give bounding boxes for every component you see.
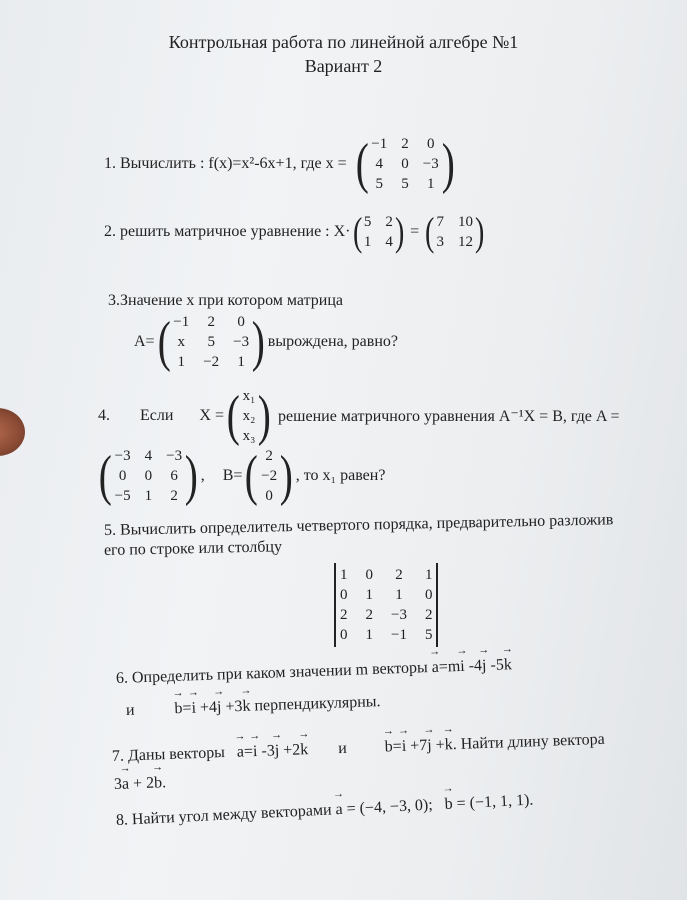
q4-b-vector: ( 2 −2 0 ) bbox=[245, 445, 293, 507]
cell: 2 bbox=[170, 488, 178, 504]
vector-a: → a bbox=[335, 801, 343, 819]
cell: 0 bbox=[237, 314, 245, 330]
cell: 2 bbox=[265, 448, 273, 464]
cell: 0 bbox=[424, 587, 433, 603]
cell: −2 bbox=[203, 354, 220, 370]
cell: −3 bbox=[166, 448, 183, 464]
q7-text: и bbox=[337, 739, 348, 758]
cell: 5 bbox=[424, 627, 433, 643]
cell: 4 bbox=[144, 448, 153, 464]
q7-text: + 2 bbox=[128, 774, 155, 793]
cell: 2 bbox=[395, 567, 403, 583]
q6-text: +3 bbox=[221, 697, 243, 716]
q7-text: 3 bbox=[113, 775, 123, 793]
question-8 bbox=[116, 792, 534, 830]
q2-equals: = bbox=[410, 223, 420, 240]
cell: −1 bbox=[371, 136, 388, 152]
cell: 0 bbox=[340, 627, 348, 643]
vector-b: → b bbox=[444, 796, 453, 814]
cell: 2 bbox=[385, 214, 393, 230]
vector-b: → b bbox=[384, 738, 393, 756]
q6-text: -4 bbox=[464, 657, 483, 675]
unit-i: → i bbox=[253, 743, 258, 761]
q1-matrix: ( −1 2 0 4 0 −3 5 5 1 ) bbox=[355, 133, 455, 195]
unit-k: → k bbox=[300, 741, 309, 759]
question-2 bbox=[104, 209, 486, 254]
cell: 4 bbox=[375, 156, 383, 172]
unit-i: → i bbox=[191, 700, 196, 718]
question-6-line-2 bbox=[126, 693, 381, 720]
q4-x-vector: ( x₁ x₂ x₃ ) bbox=[226, 385, 272, 447]
question-5-line-2: его по строке или столбцу bbox=[103, 538, 283, 559]
q6-text: 6. Определить при каком значении m векторы bbox=[115, 659, 428, 687]
cell: −5 bbox=[114, 488, 131, 504]
q3-a: A= bbox=[134, 333, 155, 350]
page-title: Контрольная работа по линейной алгебре №1 bbox=[168, 32, 519, 52]
q4-b: B= bbox=[222, 467, 243, 484]
q7-text: +7 bbox=[405, 736, 428, 755]
unit-j: → j bbox=[482, 657, 487, 675]
cell: 1 bbox=[424, 567, 433, 583]
cell: x₃ bbox=[242, 428, 256, 444]
question-5-line-1: 5. Вычислить определитель четвертого порядка, предварительно разложив bbox=[103, 511, 614, 539]
vector-b: → b bbox=[154, 774, 163, 792]
cell: −3 bbox=[114, 448, 131, 464]
cell: x₁ bbox=[242, 388, 256, 404]
cell: 5 bbox=[207, 334, 215, 350]
q7-text: + bbox=[431, 736, 446, 754]
q6-text: перпендикулярны. bbox=[250, 693, 381, 715]
q4-comma: , bbox=[200, 467, 205, 484]
unit-j: → j bbox=[427, 737, 432, 755]
question-7-line-2 bbox=[114, 774, 167, 794]
unit-k: → k bbox=[444, 736, 453, 754]
cell: 1 bbox=[340, 567, 348, 583]
cell: 2 bbox=[365, 607, 373, 623]
q2-matrix-left: ( 5 2 1 4 ) bbox=[352, 209, 405, 254]
question-4-line-2 bbox=[96, 446, 385, 506]
q7-text: = bbox=[243, 743, 254, 761]
vector-a: → a bbox=[431, 659, 439, 677]
cell: −3 bbox=[233, 334, 250, 350]
q4-a-matrix: ( −3 4 −3 0 0 6 −5 1 2 ) bbox=[98, 445, 198, 507]
cell: −2 bbox=[261, 468, 278, 484]
cell: 0 bbox=[365, 567, 373, 583]
cell: −3 bbox=[422, 156, 439, 172]
unit-j: → j bbox=[274, 742, 279, 760]
unit-k: → k bbox=[242, 698, 251, 716]
q4-tail: , то x₁ равен? bbox=[295, 467, 386, 484]
cell: 5 bbox=[363, 214, 372, 230]
vector-a: → a bbox=[122, 775, 130, 793]
q8-text: 8. Найти угол между векторами bbox=[115, 801, 332, 829]
q1-label: 1. Вычислить : f(x)=x²-6x+1, где x = bbox=[104, 155, 347, 172]
unit-i: → i bbox=[460, 658, 465, 676]
cell: 5 bbox=[375, 176, 383, 192]
cell: 5 bbox=[401, 176, 409, 192]
vector-b: → b bbox=[174, 700, 183, 718]
cell: 1 bbox=[144, 488, 153, 504]
q7-text: = bbox=[392, 737, 403, 756]
q7-text: 7. Даны векторы bbox=[111, 744, 226, 765]
q6-text: и bbox=[125, 701, 135, 719]
cell: 12 bbox=[458, 234, 474, 250]
q2-matrix-right: ( 7 10 3 12 ) bbox=[425, 209, 485, 254]
unit-j: → j bbox=[217, 699, 222, 717]
q4-num: 4. bbox=[98, 407, 110, 424]
q7-text: -3 bbox=[257, 742, 276, 760]
cell: 0 bbox=[401, 156, 409, 172]
question-6-line-1 bbox=[116, 656, 512, 688]
q8-a-values: = (−4, −3, 0); bbox=[342, 796, 434, 818]
cell: 2 bbox=[340, 607, 348, 623]
q1-matrix-cells bbox=[371, 134, 438, 194]
cell: 1 bbox=[395, 587, 403, 603]
q6-text: +4 bbox=[195, 698, 218, 717]
vector-a: → a bbox=[237, 743, 245, 761]
cell: 3 bbox=[436, 234, 445, 250]
q7-text: . bbox=[161, 774, 167, 792]
cell: 0 bbox=[340, 587, 348, 603]
unit-i: → i bbox=[401, 738, 406, 756]
cell: 1 bbox=[177, 354, 185, 370]
cell: 2 bbox=[401, 136, 409, 152]
q5-determinant bbox=[334, 563, 438, 647]
variant-label: Вариант 2 bbox=[304, 56, 383, 76]
cell: 0 bbox=[118, 468, 127, 484]
cell: −3 bbox=[391, 607, 407, 623]
cell: 2 bbox=[207, 314, 215, 330]
question-3 bbox=[134, 312, 398, 372]
question-7-line-1 bbox=[112, 731, 605, 766]
q6-text: -5 bbox=[486, 656, 505, 675]
q7-text: +2 bbox=[278, 741, 301, 760]
cell: 0 bbox=[265, 488, 273, 504]
cell: x₂ bbox=[242, 408, 256, 424]
q8-b-values: = (−1, 1, 1). bbox=[452, 791, 534, 813]
cell: −1 bbox=[173, 314, 190, 330]
q6-text: = bbox=[182, 699, 192, 718]
cell: 0 bbox=[426, 136, 435, 152]
q6-text: =m bbox=[438, 657, 461, 676]
cell: 1 bbox=[365, 627, 373, 643]
q4-x-eq: X = bbox=[199, 407, 224, 424]
question-4 bbox=[98, 386, 620, 446]
cell: 1 bbox=[237, 354, 245, 370]
q3-tail: вырождена, равно? bbox=[267, 333, 398, 350]
cell: 4 bbox=[385, 234, 393, 250]
cell: x bbox=[177, 334, 185, 350]
question-3-label: 3.Значение x при котором матрица bbox=[108, 292, 344, 309]
cell: 0 bbox=[144, 468, 153, 484]
q7-text: . Найти длину вектора bbox=[452, 730, 605, 754]
q4-text: решение матричного уравнения A⁻¹X = B, где A = bbox=[278, 408, 620, 425]
cell: 2 bbox=[424, 607, 433, 623]
q4-esli: Если bbox=[140, 407, 174, 424]
cell: 10 bbox=[458, 214, 474, 230]
cell: 1 bbox=[426, 176, 435, 192]
unit-k: → k bbox=[503, 656, 512, 674]
cell: −1 bbox=[391, 627, 407, 643]
cell: 1 bbox=[365, 587, 373, 603]
cell: 7 bbox=[436, 214, 445, 230]
cell: 1 bbox=[363, 234, 372, 250]
q2-label: 2. решить матричное уравнение : X· bbox=[104, 223, 351, 240]
question-1 bbox=[104, 134, 457, 194]
cell: 6 bbox=[170, 468, 178, 484]
q3-matrix: ( −1 2 0 x 5 −3 1 −2 1 ) bbox=[157, 311, 265, 373]
